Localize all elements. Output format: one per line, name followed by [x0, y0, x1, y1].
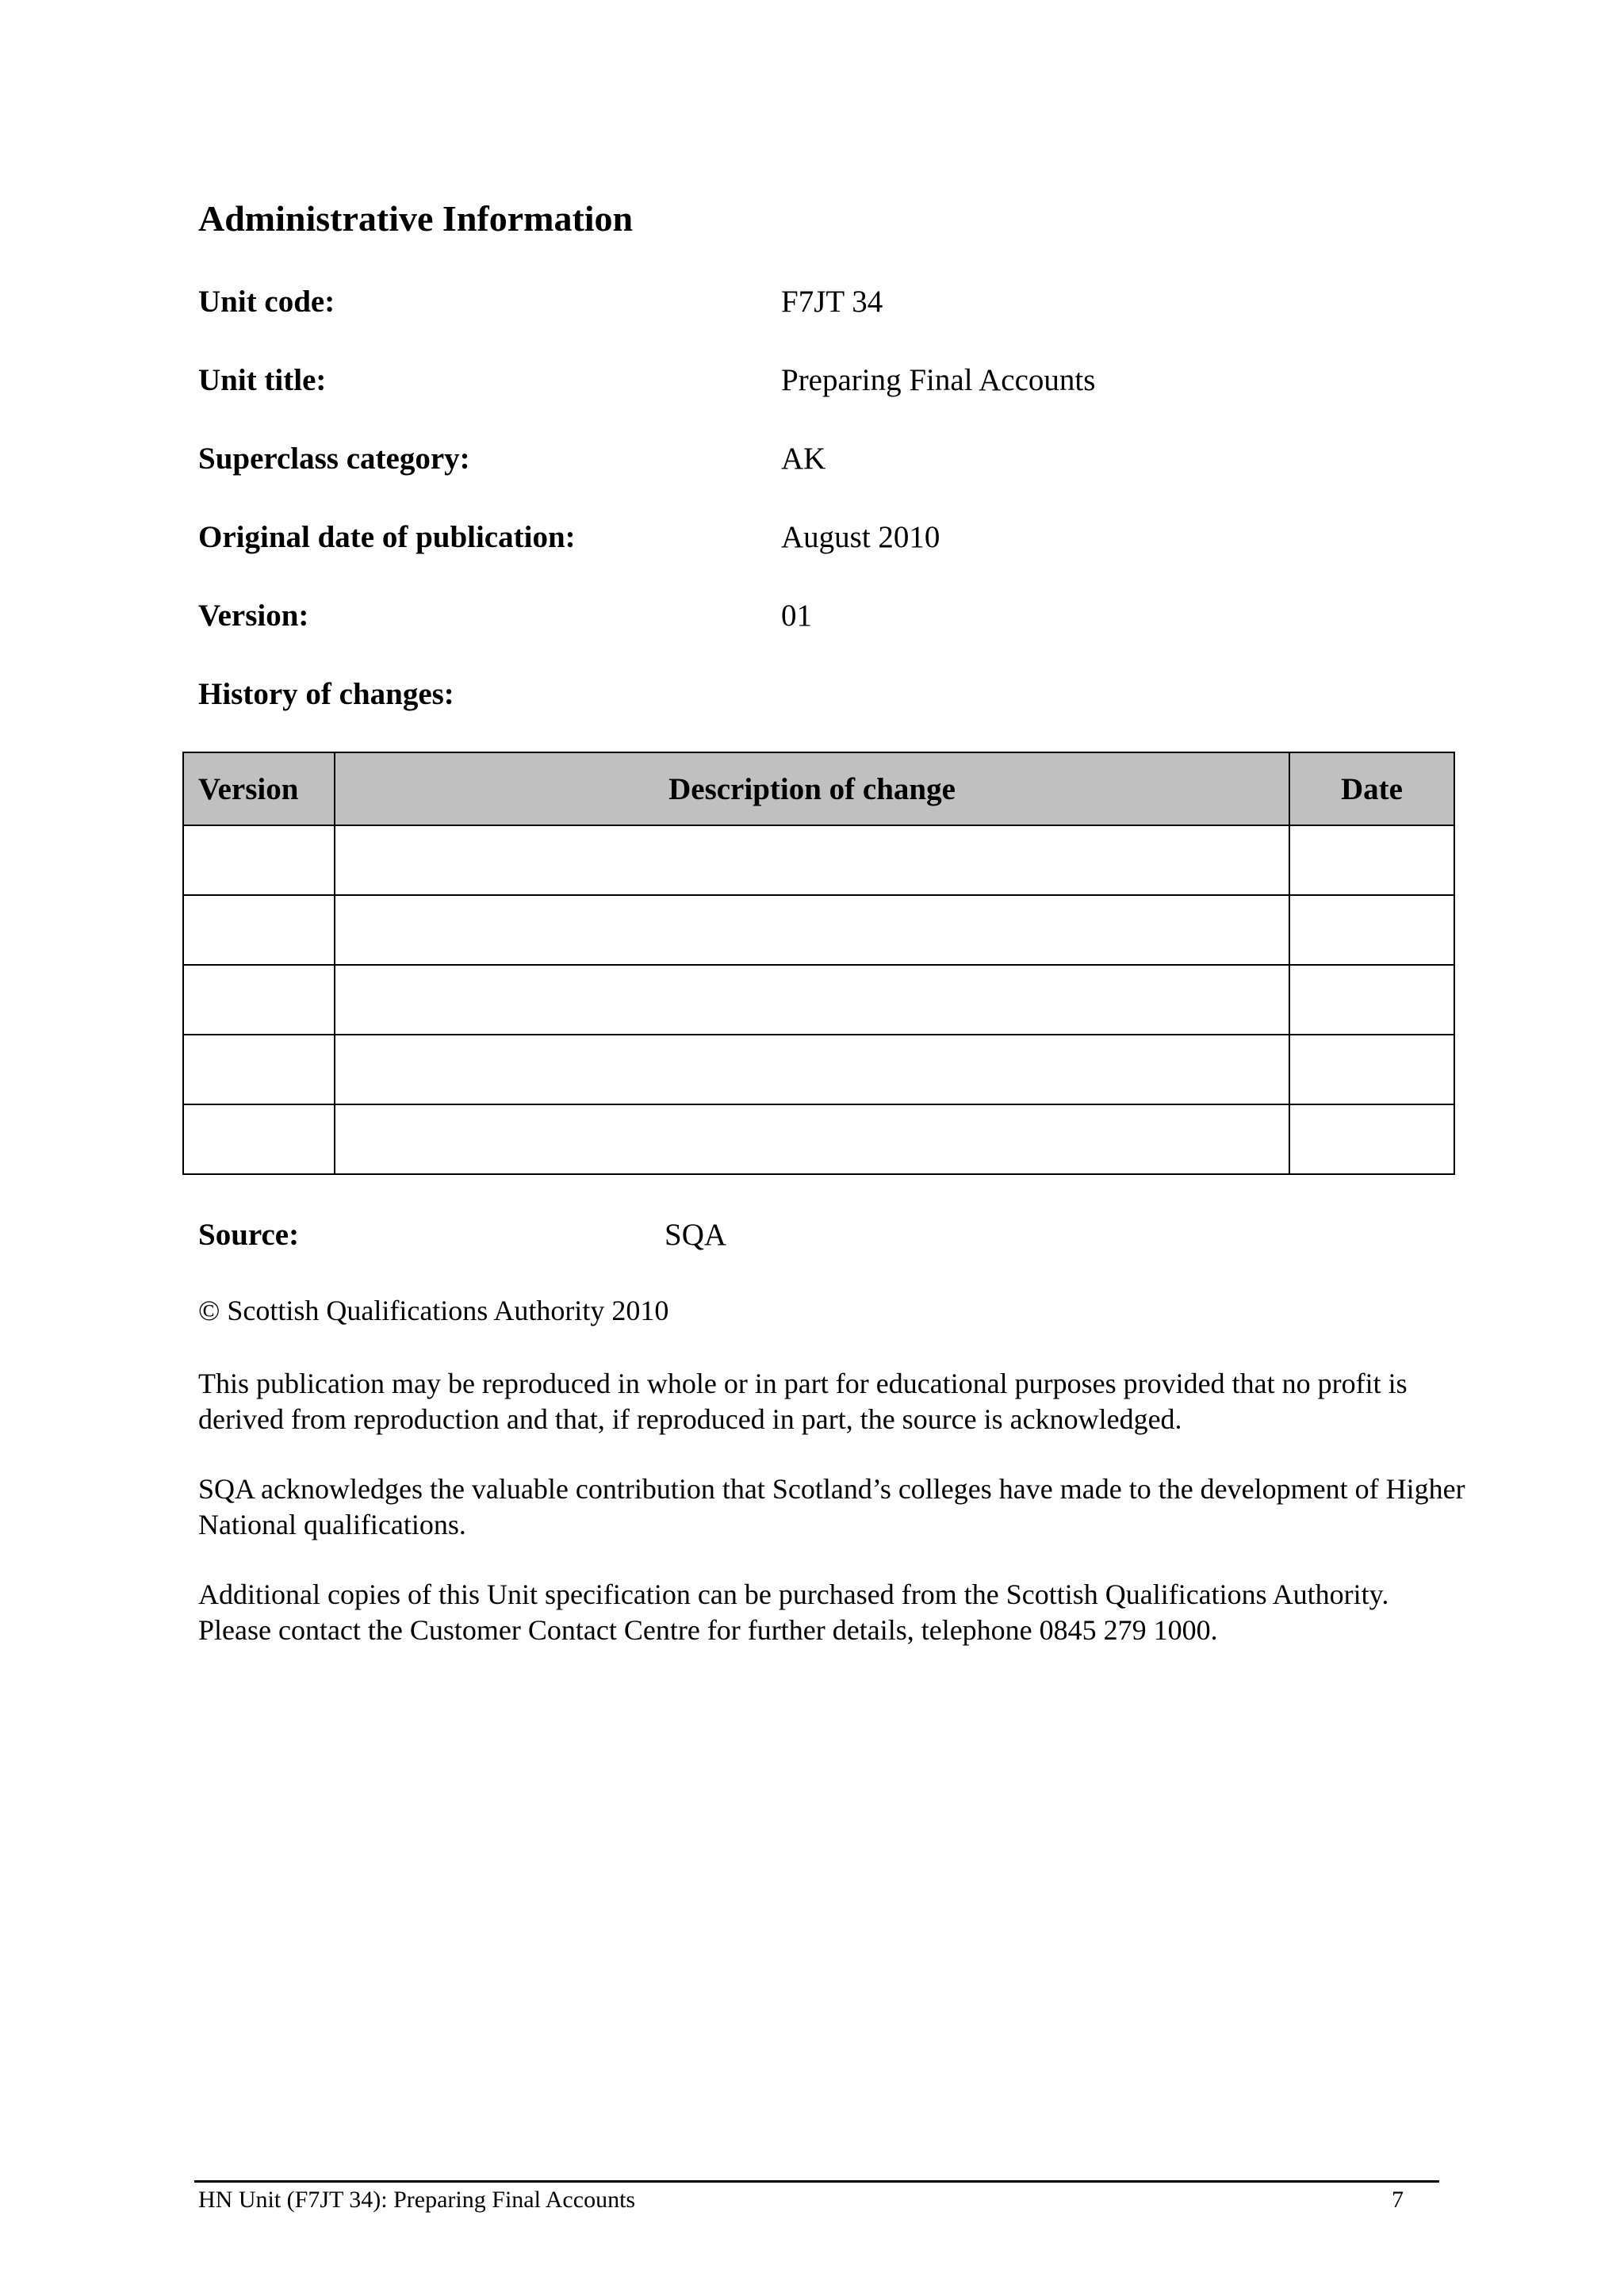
- cell-date: [1289, 1035, 1454, 1104]
- cell-description: [335, 1104, 1289, 1174]
- copies-paragraph: Additional copies of this Unit specification can be purchased from the Scottish Qualifications Authority. Please contact the Customer Contact Centre for further details, telephone 0845 279 1000.: [198, 1578, 1389, 1646]
- superclass-label: Superclass category:: [198, 442, 470, 476]
- unit-title-label: Unit title:: [198, 363, 327, 397]
- table-row: [183, 1035, 1454, 1104]
- cell-description: [335, 965, 1289, 1035]
- cell-description: [335, 895, 1289, 965]
- cell-description: [335, 825, 1289, 895]
- unit-code-label: Unit code:: [198, 285, 335, 319]
- history-label: History of changes:: [198, 677, 454, 711]
- source-value: SQA: [665, 1218, 727, 1252]
- history-table: [182, 752, 1455, 1175]
- reproduction-paragraph: This publication may be reproduced in whole or in part for educational purposes provided that no profit is derived from reproduction and that, if reproduced in part, the source is acknowledged.: [198, 1368, 1408, 1435]
- table-row: [183, 1104, 1454, 1174]
- cell-version: [183, 965, 335, 1035]
- header-date: Date: [1289, 752, 1454, 825]
- table-row: [183, 895, 1454, 965]
- page-title: Administrative Information: [198, 198, 634, 239]
- superclass-value: AK: [781, 442, 826, 476]
- original-date-value: August 2010: [781, 520, 940, 554]
- cell-version: [183, 1035, 335, 1104]
- header-version: Version: [183, 752, 335, 825]
- footer-divider: [194, 2180, 1439, 2183]
- cell-date: [1289, 965, 1454, 1035]
- table-row: [183, 965, 1454, 1035]
- header-description: Description of change: [335, 752, 1289, 825]
- cell-version: [183, 895, 335, 965]
- cell-date: [1289, 1104, 1454, 1174]
- cell-version: [183, 825, 335, 895]
- cell-version: [183, 1104, 335, 1174]
- table-row: [183, 825, 1454, 895]
- copyright-notice: © Scottish Qualifications Authority 2010: [198, 1295, 669, 1326]
- history-table-header-row: [183, 752, 1454, 825]
- version-value: 01: [781, 599, 812, 633]
- unit-title-value: Preparing Final Accounts: [781, 363, 1096, 397]
- footer-unit-title: HN Unit (F7JT 34): Preparing Final Accounts: [198, 2187, 636, 2213]
- page-number: 7: [1392, 2187, 1404, 2213]
- original-date-label: Original date of publication:: [198, 520, 576, 554]
- unit-code-value: F7JT 34: [781, 285, 883, 319]
- cell-description: [335, 1035, 1289, 1104]
- acknowledgement-paragraph: SQA acknowledges the valuable contribution that Scotland’s colleges have made to the development of Higher National qualifications.: [198, 1473, 1465, 1540]
- cell-date: [1289, 825, 1454, 895]
- source-label: Source:: [198, 1218, 300, 1252]
- cell-date: [1289, 895, 1454, 965]
- version-label: Version:: [198, 599, 309, 633]
